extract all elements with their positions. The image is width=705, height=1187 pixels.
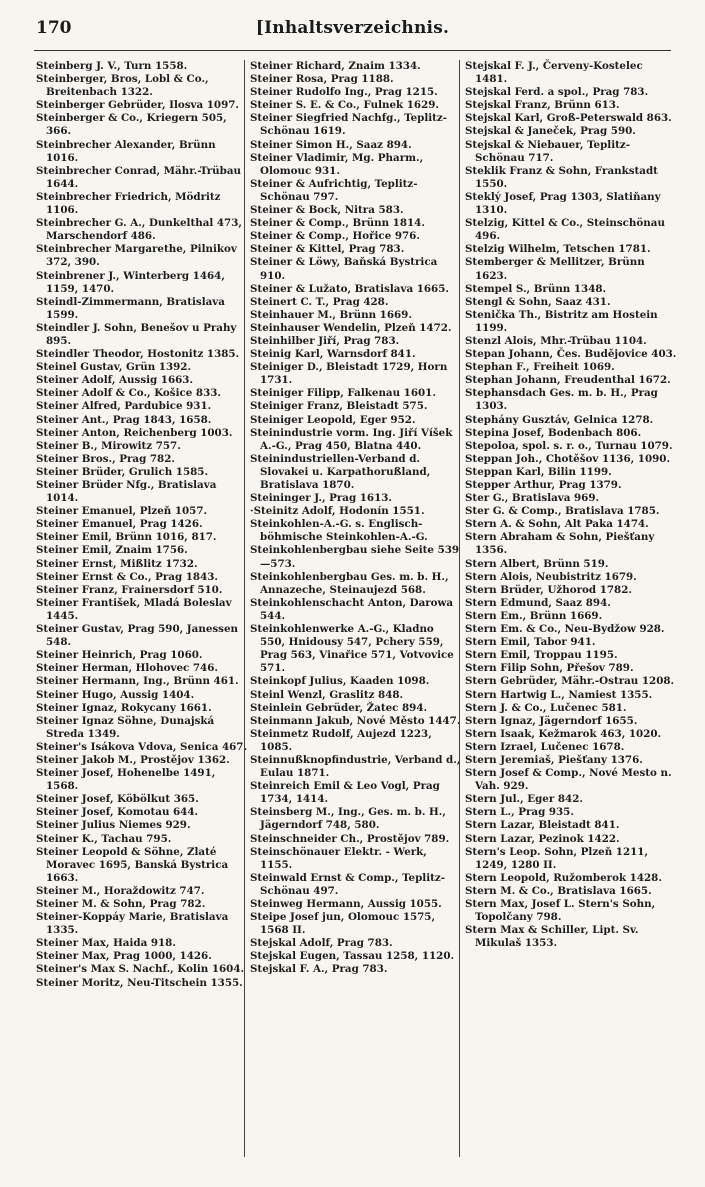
index-entry: Steinbrener J., Winterberg 1464, 1159, 1470.	[36, 269, 225, 295]
index-entry: Stern Brüder, Užhorod 1782.	[465, 583, 632, 596]
index-entry: Steiner Ernst, Mißlitz 1732.	[36, 557, 198, 570]
index-entry: Steinlein Gebrüder, Žatec 894.	[250, 701, 428, 714]
index-entry: Stern J. & Co., Lučenec 581.	[465, 701, 627, 714]
index-entry: Ster G. & Comp., Bratislava 1785.	[465, 505, 660, 518]
index-entry: Steiner-Koppáy Marie, Bratislava 1335.	[36, 911, 229, 937]
index-entry: Steklý Josef, Prag 1303, Slatiňany 1310.	[465, 190, 661, 217]
index-entry: Stephansdach Ges. m. b. H., Prag 1303.	[465, 387, 658, 413]
index-entry: Steiner & Kittel, Prag 783.	[250, 243, 405, 256]
index-entry: Steinkohlenbergbau siehe Seite 539—573.	[250, 544, 460, 570]
index-entry: Stern's Leop. Sohn, Plzeň 1211, 1249, 1280 II.	[465, 845, 649, 871]
index-entry: Steiner Brüder Nfg., Bratislava 1014.	[36, 479, 217, 505]
index-entry: Steinbrecher G. A., Dunkelthal 473, Marschendorf 486.	[36, 217, 242, 243]
index-entry: Steiner & Löwy, Baňská Bystrica 910.	[250, 256, 438, 282]
index-column-3	[465, 60, 677, 950]
index-column-1	[36, 60, 248, 990]
index-entry: Steinbrecher Alexander, Brünn 1016.	[36, 138, 216, 164]
index-entry: Stern Max, Josef L. Stern's Sohn, Topolčany 798.	[465, 898, 656, 924]
index-entry: Stern Josef & Comp., Nové Mesto n. Vah. 929.	[465, 767, 672, 793]
index-entry: Steinwald Ernst & Comp., Teplitz-Schönau 497.	[250, 871, 445, 897]
index-entry: Steinhauer M., Brünn 1669.	[250, 308, 412, 321]
index-entry: Steiner Hermann, Ing., Brünn 461.	[36, 675, 239, 688]
index-entry: Steinnußknopfindustrie, Verband d., Eulau 1871.	[250, 753, 461, 780]
page-number: 170	[36, 18, 72, 38]
index-entry: Stelzig, Kittel & Co., Steinschönau 496.	[465, 217, 665, 243]
index-entry: Steindler J. Sohn, Benešov u Prahy 895.	[36, 321, 237, 347]
index-entry: Stejskal Franz, Brünn 613.	[465, 99, 620, 112]
index-entry: Steinindustrie vorm. Ing. Jiří Víšek A.-G., Prag 450, Blatna 440.	[250, 426, 453, 452]
index-entry: Stern Leopold, Ružomberok 1428.	[465, 871, 662, 884]
index-entry: Steiner & Lužato, Bratislava 1665.	[250, 282, 449, 295]
index-entry: Steiner Ernst & Co., Prag 1843.	[36, 570, 218, 583]
index-entry: Steiner Emil, Brünn 1016, 817.	[36, 531, 217, 544]
index-entry: Steiner Julius Niemes 929.	[36, 819, 191, 832]
index-entry: Steinl Wenzl, Graslitz 848.	[250, 688, 404, 701]
index-entry: Steiner Rosa, Prag 1188.	[250, 73, 394, 86]
index-entry: Steiniger Leopold, Eger 952.	[250, 413, 416, 426]
index-entry: Stern Emil, Tabor 941.	[465, 636, 596, 649]
column-divider	[459, 60, 460, 1157]
index-entry: Steiner Adolf, Aussig 1663.	[36, 374, 194, 387]
index-entry: Steiner Josef, Hohenelbe 1491, 1568.	[36, 767, 216, 793]
index-entry: Steiner Moritz, Neu-Titschein 1355.	[36, 976, 243, 989]
index-entry: Steinindustriellen-Verband d. Slovakei u. Karpathorußland, Bratislava 1870.	[250, 452, 431, 491]
index-entry: Stepoloa, spol. s. r. o., Turnau 1079.	[465, 439, 673, 452]
index-entry: Steiner K., Tachau 795.	[36, 832, 172, 845]
index-entry: Stern Ignaz, Jägerndorf 1655.	[465, 714, 638, 727]
index-entry: Steinberg J. V., Turn 1558.	[36, 60, 188, 72]
index-entry: Steinberger Gebrüder, Ilosva 1097.	[36, 99, 240, 112]
index-entry: Stern Jul., Eger 842.	[465, 793, 583, 806]
index-entry: Steiner Gustav, Prag 590, Janessen 548.	[36, 623, 239, 649]
index-entry: Steiner Franz, Frainersdorf 510.	[36, 583, 223, 596]
index-entry: Steinkopf Julius, Kaaden 1098.	[250, 675, 430, 688]
index-entry: Stern Edmund, Saaz 894.	[465, 596, 611, 609]
index-entry: Steinweg Hermann, Aussig 1055.	[250, 898, 442, 910]
index-entry: Stepina Josef, Bodenbach 806.	[465, 426, 642, 439]
index-entry: Steiner Max, Haida 918.	[36, 937, 176, 950]
index-entry: Steiner Max, Prag 1000, 1426.	[36, 950, 212, 963]
header-rule	[34, 50, 671, 51]
index-entry: Stern Izrael, Lučenec 1678.	[465, 740, 625, 753]
index-entry: Steindler Theodor, Hostonitz 1385.	[36, 348, 240, 361]
index-entry: ·Steinitz Adolf, Hodonín 1551.	[250, 505, 425, 518]
index-entry: Steinkohlenschacht Anton, Darowa 544.	[250, 596, 454, 622]
index-entry: Stern Filip Sohn, Přešov 789.	[465, 662, 634, 675]
index-entry: Stern Alois, Neubistritz 1679.	[465, 570, 637, 583]
index-entry: Stern Abraham & Sohn, Piešťany 1356.	[465, 531, 655, 557]
index-entry: Steiniger D., Bleistadt 1729, Horn 1731.	[250, 361, 448, 387]
index-entry: Steiner Jakob M., Prostějov 1362.	[36, 753, 230, 766]
index-entry: Steinschönauer Elektr. - Werk, 1155.	[250, 845, 427, 871]
index-entry: Stephan F., Freiheit 1069.	[465, 361, 615, 374]
index-entry: Steinig Karl, Warnsdorf 841.	[250, 348, 416, 361]
index-entry: Steiner Alfred, Pardubice 931.	[36, 400, 212, 413]
index-entry: Steiner & Comp., Brünn 1814.	[250, 217, 425, 230]
index-entry: Stern Em., Brünn 1669.	[465, 609, 603, 622]
index-entry: Steinhilber Jiří, Prag 783.	[250, 334, 400, 347]
index-entry: Stern L., Prag 935.	[465, 806, 574, 819]
index-entry: Stemberger & Mellitzer, Brünn 1623.	[465, 256, 645, 282]
index-entry: Stejskal F. J., Červeny-Kostelec 1481.	[465, 60, 643, 86]
index-entry: Stern Albert, Brünn 519.	[465, 557, 609, 570]
index-entry: Steiner's Isákova Vdova, Senica 467.	[36, 740, 248, 753]
index-entry: Steiner Josef, Komotau 644.	[36, 806, 199, 819]
index-entry: Steiner Hugo, Aussig 1404.	[36, 688, 195, 701]
index-entry: Steppan Karl, Bilin 1199.	[465, 465, 612, 478]
index-entry: Steiner Ignaz, Rokycany 1661.	[36, 701, 212, 714]
index-entry: Steiner Leopold & Söhne, Zlaté Moravec 1695, Banská Bystrica 1663.	[36, 845, 229, 884]
index-entry: Stengl & Sohn, Saaz 431.	[465, 295, 611, 308]
index-entry: Steindl-Zimmermann, Bratislava 1599.	[36, 295, 225, 321]
index-entry: Steiner Brüder, Grulich 1585.	[36, 465, 209, 478]
index-entry: Steinschneider Ch., Prostějov 789.	[250, 832, 450, 845]
index-entry: Steiner M., Horaždowitz 747.	[36, 884, 205, 897]
index-entry: Steiner Simon H., Saaz 894.	[250, 138, 412, 151]
index-entry: Steinkohlenbergbau Ges. m. b. H., Annazeche, Steinaujezd 568.	[250, 570, 449, 596]
page-header	[36, 18, 669, 42]
index-entry: Steiner Anton, Reichenberg 1003.	[36, 426, 233, 439]
index-entry: Steinert C. T., Prag 428.	[250, 295, 389, 308]
index-entry: Stepper Arthur, Prag 1379.	[465, 479, 622, 491]
index-entry: Steiner M. & Sohn, Prag 782.	[36, 898, 206, 910]
index-entry: Steiner Josef, Köbölkut 365.	[36, 793, 199, 806]
index-entry: Steiner Ignaz Söhne, Dunajská Streda 1349.	[36, 714, 215, 740]
index-entry: Stejskal & Niebauer, Teplitz-Schönau 717.	[465, 138, 631, 164]
index-entry: Stern Isaak, Kežmarok 463, 1020.	[465, 727, 662, 740]
index-entry: Stern Lazar, Bleistadt 841.	[465, 819, 620, 832]
index-entry: Stejskal Karl, Groß-Peterswald 863.	[465, 112, 672, 125]
index-entry: Steiner Herman, Hlohovec 746.	[36, 662, 218, 675]
index-entry: Stern Gebrüder, Mähr.-Ostrau 1208.	[465, 675, 675, 688]
page-title: [Inhaltsverzeichnis.	[255, 18, 450, 38]
index-entry: Steinreich Emil & Leo Vogl, Prag 1734, 1414.	[250, 780, 440, 806]
index-entry: Stenzl Alois, Mhr.-Trübau 1104.	[465, 334, 647, 347]
index-entry: Steiner Rudolfo Ing., Prag 1215.	[250, 86, 438, 99]
index-entry: Stern Lazar, Pezinok 1422.	[465, 832, 620, 845]
index-entry: Steinberger & Co., Kriegern 505, 366.	[36, 112, 227, 138]
index-entry: Stern Em. & Co., Neu-Bydžow 928.	[465, 623, 665, 636]
index-entry: Steiner Emanuel, Plzeň 1057.	[36, 505, 208, 518]
index-entry: Steiner & Bock, Nitra 583.	[250, 204, 404, 217]
index-entry: Steiner Siegfried Nachfg., Teplitz-Schönau 1619.	[250, 112, 448, 138]
index-entry: Stenička Th., Bistritz am Hostein 1199.	[465, 308, 658, 334]
index-entry: Steininger J., Prag 1613.	[250, 492, 392, 505]
index-entry: Stejskal Adolf, Prag 783.	[250, 937, 393, 950]
index-entry: Steiner Vladimir, Mg. Pharm., Olomouc 931.	[250, 151, 424, 177]
index-entry: Stejskal F. A., Prag 783.	[250, 963, 388, 976]
index-entry: Stern Jeremiaš, Piešťany 1376.	[465, 753, 643, 766]
index-entry: Steinmann Jakub, Nové Město 1447.	[250, 714, 461, 727]
index-entry: Stephan Johann, Freudenthal 1672.	[465, 374, 671, 387]
index-entry: Steiner S. E. & Co., Fulnek 1629.	[250, 99, 440, 112]
index-entry: Steinkohlen-A.-G. s. Englisch-böhmische Steinkohlen-A.-G.	[250, 518, 428, 544]
index-entry: Steiner František, Mladá Boleslav 1445.	[36, 596, 232, 622]
index-entry: Steinel Gustav, Grün 1392.	[36, 361, 192, 374]
index-entry: Stempel S., Brünn 1348.	[465, 282, 607, 295]
index-entry: Steiner B., Mirowitz 757.	[36, 439, 181, 452]
index-entry: Stern Emil, Troppau 1195.	[465, 649, 618, 662]
index-entry: Steinkohlenwerke A.-G., Kladno 550, Hnidousy 547, Pchery 559, Prag 563, Vinařice 571, Votvovice 571.	[250, 623, 454, 675]
index-entry: Stern A. & Sohn, Alt Paka 1474.	[465, 518, 649, 531]
index-entry: Steiner Emanuel, Prag 1426.	[36, 518, 203, 531]
index-entry: Stejskal & Janeček, Prag 590.	[465, 125, 636, 138]
index-entry: Stern Max & Schiller, Lipt. Sv. Mikulaš 1353.	[465, 924, 639, 950]
index-entry: Steiner Adolf & Co., Košice 833.	[36, 387, 221, 400]
index-entry: Steiniger Franz, Bleistadt 575.	[250, 400, 428, 413]
index-entry: Steiner's Max S. Nachf., Kolin 1604.	[36, 963, 245, 976]
index-entry: Steinbrecher Conrad, Mähr.-Trübau 1644.	[36, 164, 242, 190]
index-entry: Steiner Ant., Prag 1843, 1658.	[36, 413, 212, 426]
index-entry: Stern Hartwig L., Namiest 1355.	[465, 688, 653, 701]
index-entry: Stepan Johann, Čes. Budějovice 403.	[465, 348, 677, 361]
index-entry: Steinbrecher Margarethe, Pilnikov 372, 390.	[36, 243, 237, 269]
index-entry: Steinhauser Wendelin, Plzeň 1472.	[250, 321, 452, 334]
index-entry: Ster G., Bratislava 969.	[465, 492, 600, 505]
index-entry: Stephány Gusztáv, Gelnica 1278.	[465, 413, 654, 426]
index-entry: Steiner Bros., Prag 782.	[36, 452, 175, 465]
index-entry: Steiniger Filipp, Falkenau 1601.	[250, 387, 436, 400]
index-entry: Steinbrecher Friedrich, Mödritz 1106.	[36, 190, 221, 217]
index-entry: Stejskal Ferd. a spol., Prag 783.	[465, 86, 649, 99]
index-entry: Steinmetz Rudolf, Aujezd 1223, 1085.	[250, 727, 432, 753]
index-entry: Steiner Heinrich, Prag 1060.	[36, 649, 203, 662]
index-entry: Stern M. & Co., Bratislava 1665.	[465, 884, 652, 897]
index-entry: Steiner & Comp., Hořice 976.	[250, 230, 420, 243]
index-entry: Steiner Richard, Znaim 1334.	[250, 60, 421, 72]
index-entry: Steinsberg M., Ing., Ges. m. b. H., Jägerndorf 748, 580.	[250, 806, 446, 832]
index-entry: Steiner & Aufrichtig, Teplitz-Schönau 797.	[250, 177, 418, 203]
index-entry: Stelzig Wilhelm, Tetschen 1781.	[465, 243, 651, 256]
index-entry: Steppan Joh., Chotěšov 1136, 1090.	[465, 452, 671, 465]
index-entry: Stejskal Eugen, Tassau 1258, 1120.	[250, 950, 455, 963]
index-column-2	[250, 60, 462, 977]
index-entry: Steiner Emil, Znaim 1756.	[36, 544, 188, 557]
index-entry: Steinberger, Bros, Lobl & Co., Breitenbach 1322.	[36, 73, 209, 99]
index-entry: Steipe Josef jun, Olomouc 1575, 1568 II.	[250, 911, 436, 937]
column-divider	[244, 60, 245, 1157]
index-entry: Steklik Franz & Sohn, Frankstadt 1550.	[465, 164, 658, 190]
